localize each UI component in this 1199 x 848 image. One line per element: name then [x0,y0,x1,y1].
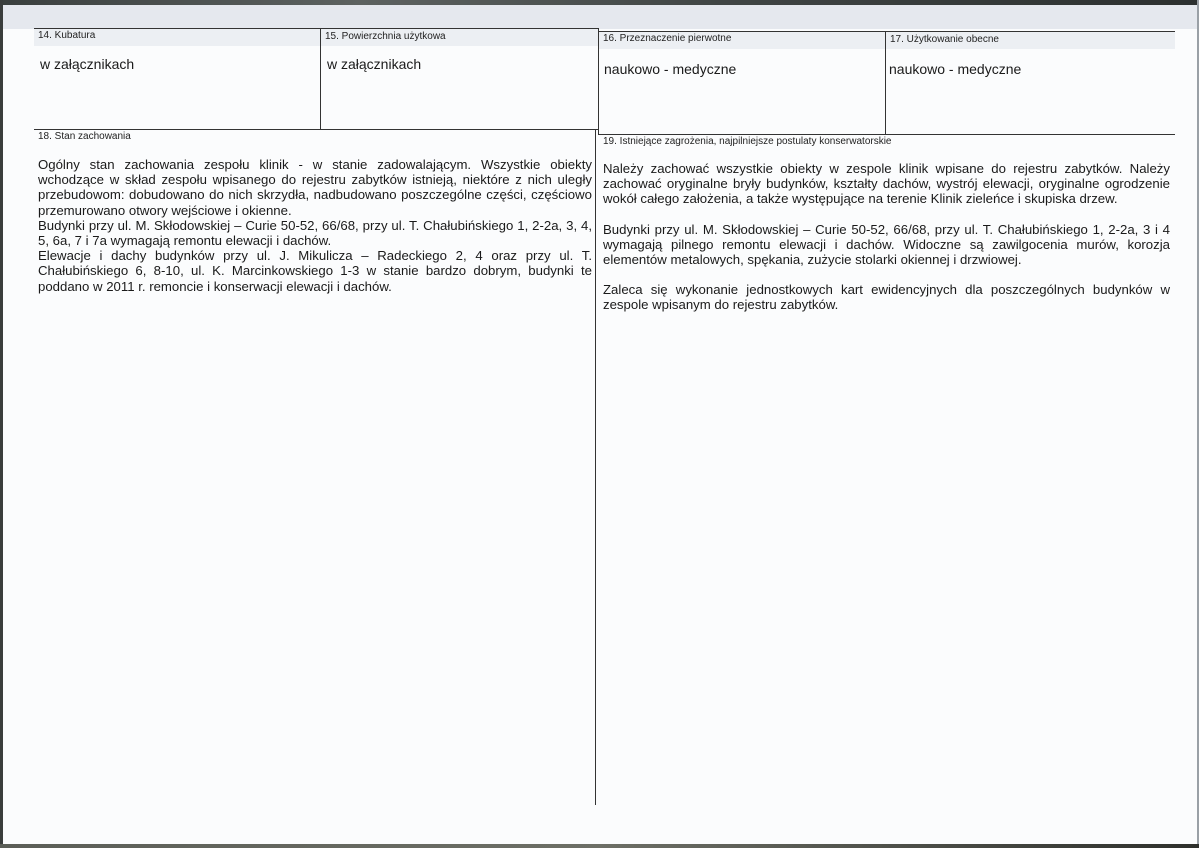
section-19-paragraph: Zaleca się wykonanie jednostkowych kart ewidencyjnych dla poszczególnych budynków w zespole wpisanym do rejestru zabytków. [603,282,1170,313]
section-18-body [38,157,592,294]
row1-bottom-border-left [34,129,599,130]
section-18-paragraph: Budynki przy ul. M. Skłodowskiej – Curie 50-52, 66/68, przy ul. T. Chałubińskiego 1, 2-2a, 3, 4, 5, 6a, 7 i 7a wymagają remontu elewacji i dachów. [38,217,592,249]
section-18-label: 18. Stan zachowania [38,131,131,142]
section-18-paragraph: Ogólny stan zachowania zespołu klinik - w stanie zadowalającym. Wszystkie obiekty wchodzące w skład zespołu wpisanego do rejestru zabytków istnieją, niektóre z nich uległy przebudowom: dobudowano do nich skrzydła, nadbudowano poszczególne części, częściowo przemurowano otwory wejściowe i okienne. [38,157,592,218]
section-18-paragraph: Elewacje i dachy budynków przy ul. J. Mikulicza – Radeckiego 2, 4 oraz przy ul. T. Chałubińskiego 6, 8-10, ul. K. Marcinkowskiego 1-3 w stanie bardzo dobrym, budynki te poddano w 2011 r. remoncie i konserwacji elewacji i dachów. [38,248,592,294]
row1-left-header-bg [34,29,598,46]
divider-15-16 [598,28,599,134]
section-19-paragraph: Należy zachować wszystkie obiekty w zespole klinik wpisane do rejestru zabytków. Należy zachować oryginalne bryły budynków, kształty dachów, wystrój elewacji, oryginalne ogrodzenie wokół całego założenia, a także występujące na terenie Klinik zieleńce i skupiska drzew. [603,161,1170,207]
field-16-label: 16. Przeznaczenie pierwotne [603,33,732,44]
divider-18-19 [595,129,596,805]
divider-16-17 [885,31,886,134]
field-17-label: 17. Użytkowanie obecne [890,34,999,45]
field-16-value: naukowo - medyczne [604,61,737,77]
row1-top-border-right [598,31,1175,32]
scan-bottom-edge [0,844,1199,848]
section-19-paragraph: Budynki przy ul. M. Skłodowskiej – Curie 50-52, 66/68, przy ul. T. Chałubińskiego 1, 2-2a, 3 i 4 wymagają pilnego remontu elewacji i dachów. Widoczne są zawilgocenia murów, korozja elementów metalowych, spękania, zużycie stolarki okiennej i drzwiowej. [603,221,1170,268]
scan-top-band [0,5,1199,29]
scan-top-edge [0,0,1199,5]
scan-left-edge [0,0,3,848]
divider-14-15 [320,28,321,130]
field-15-label: 15. Powierzchnia użytkowa [325,31,446,42]
field-14-value: w załącznikach [40,56,135,72]
row1-top-border-left [34,28,599,29]
field-14-label: 14. Kubatura [38,30,96,41]
field-15-value: w załącznikach [327,56,422,72]
section-19-label: 19. Istniejące zagrożenia, najpilniejsze postulaty konserwatorskie [603,136,892,147]
section-19-body [603,161,1170,313]
field-17-value: naukowo - medyczne [889,61,1022,77]
row1-bottom-border-right [598,134,1175,135]
